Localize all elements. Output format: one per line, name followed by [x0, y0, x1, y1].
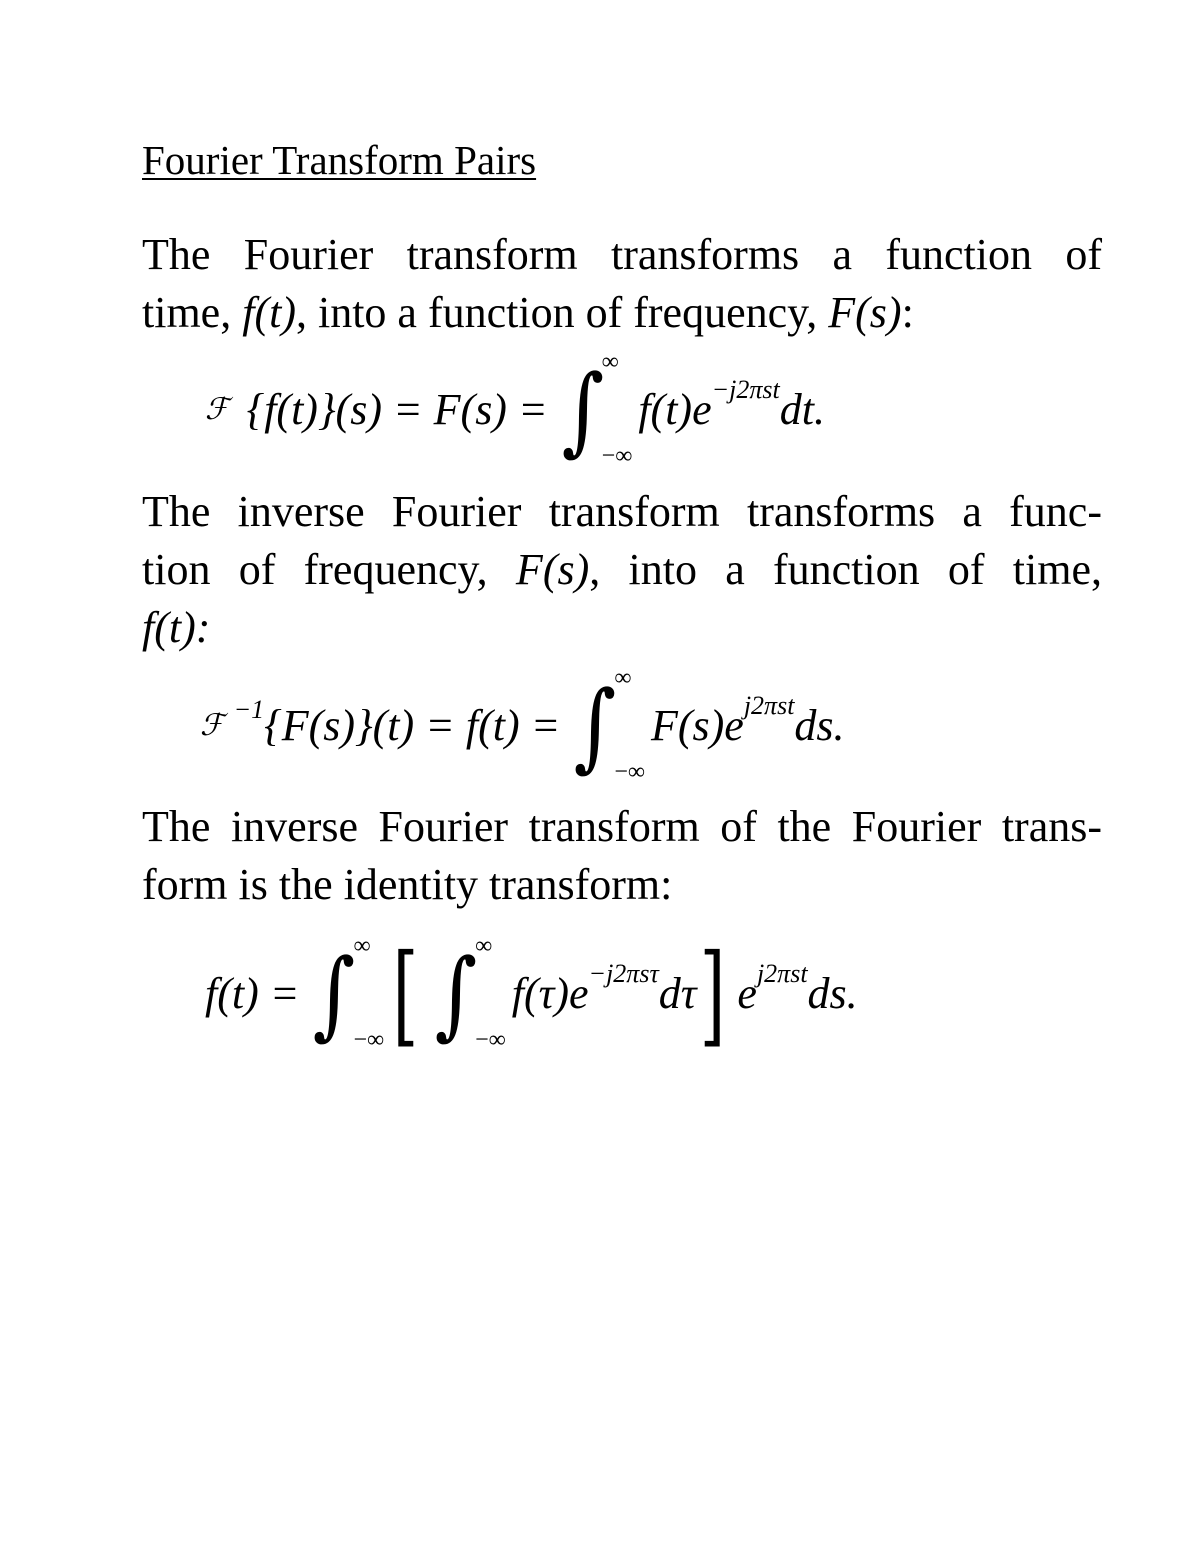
paragraph-line: tion of frequency, F(s), into a function of time,: [142, 545, 1103, 594]
outer-integral-sign: ∫ ∞ −∞: [313, 933, 385, 1053]
equation-identity-transform: [205, 930, 858, 1058]
paragraph-line: The Fourier transform transforms a function of: [142, 230, 1102, 279]
inner-differential: dτ: [658, 969, 697, 1018]
integral-sign: ∫ ∞ −∞: [574, 665, 645, 785]
integrand: F(s)e: [650, 701, 744, 750]
differential: ds.: [794, 701, 845, 750]
integral-lower-limit: −∞: [475, 1027, 506, 1053]
paragraph-inverse-definition: [142, 483, 1102, 657]
differential: dt.: [779, 385, 825, 434]
integral-lower-limit: −∞: [601, 443, 633, 469]
paragraph-line: time, f(t), into a function of frequency, F(s):: [142, 288, 914, 337]
integral-upper-limit: ∞: [601, 349, 619, 375]
equation-lhs: f(t) =: [205, 969, 300, 1018]
page-title: Fourier Transform Pairs: [142, 137, 537, 183]
equation-lhs: {f(t)}(s) = F(s) =: [246, 385, 548, 434]
equation-lhs: {F(s)}(t) = f(t) =: [264, 701, 561, 750]
equation-fourier-transform: [205, 350, 825, 470]
fourier-operator: ℱ: [200, 708, 224, 743]
outer-differential: ds.: [807, 969, 858, 1018]
outer-exponential: e: [737, 969, 757, 1018]
paragraph-identity: [142, 798, 1102, 914]
paragraph-line: form is the identity transform:: [142, 860, 673, 909]
integral-upper-limit: ∞: [475, 933, 493, 959]
paragraph-line: f(t):: [142, 603, 211, 652]
operator-exponent: −1: [233, 695, 265, 724]
integrand: f(t)e: [638, 385, 712, 434]
inner-exponent: −j2πsτ: [588, 959, 659, 988]
integral-lower-limit: −∞: [353, 1027, 385, 1053]
paragraph-line: The inverse Fourier transform of the Fourier trans-: [142, 802, 1102, 851]
left-bracket: [: [392, 930, 419, 1058]
exponent: −j2πst: [711, 375, 780, 404]
equation-inverse-fourier-transform: [200, 666, 845, 786]
integral-lower-limit: −∞: [614, 759, 645, 785]
right-bracket: ]: [699, 930, 725, 1058]
integral-upper-limit: ∞: [353, 933, 371, 959]
integral-upper-limit: ∞: [614, 665, 632, 691]
exponent: j2πst: [743, 691, 795, 720]
inner-integrand: f(τ)e: [511, 969, 589, 1018]
fourier-operator: ℱ: [205, 392, 229, 427]
inner-integral-sign: ∫ ∞ −∞: [434, 933, 506, 1053]
integral-sign: ∫ ∞ −∞: [561, 349, 633, 469]
outer-exponent: j2πst: [756, 959, 808, 988]
paragraph-line: The inverse Fourier transform transforms a func-: [142, 487, 1102, 536]
paragraph-fourier-definition: [142, 226, 1102, 342]
